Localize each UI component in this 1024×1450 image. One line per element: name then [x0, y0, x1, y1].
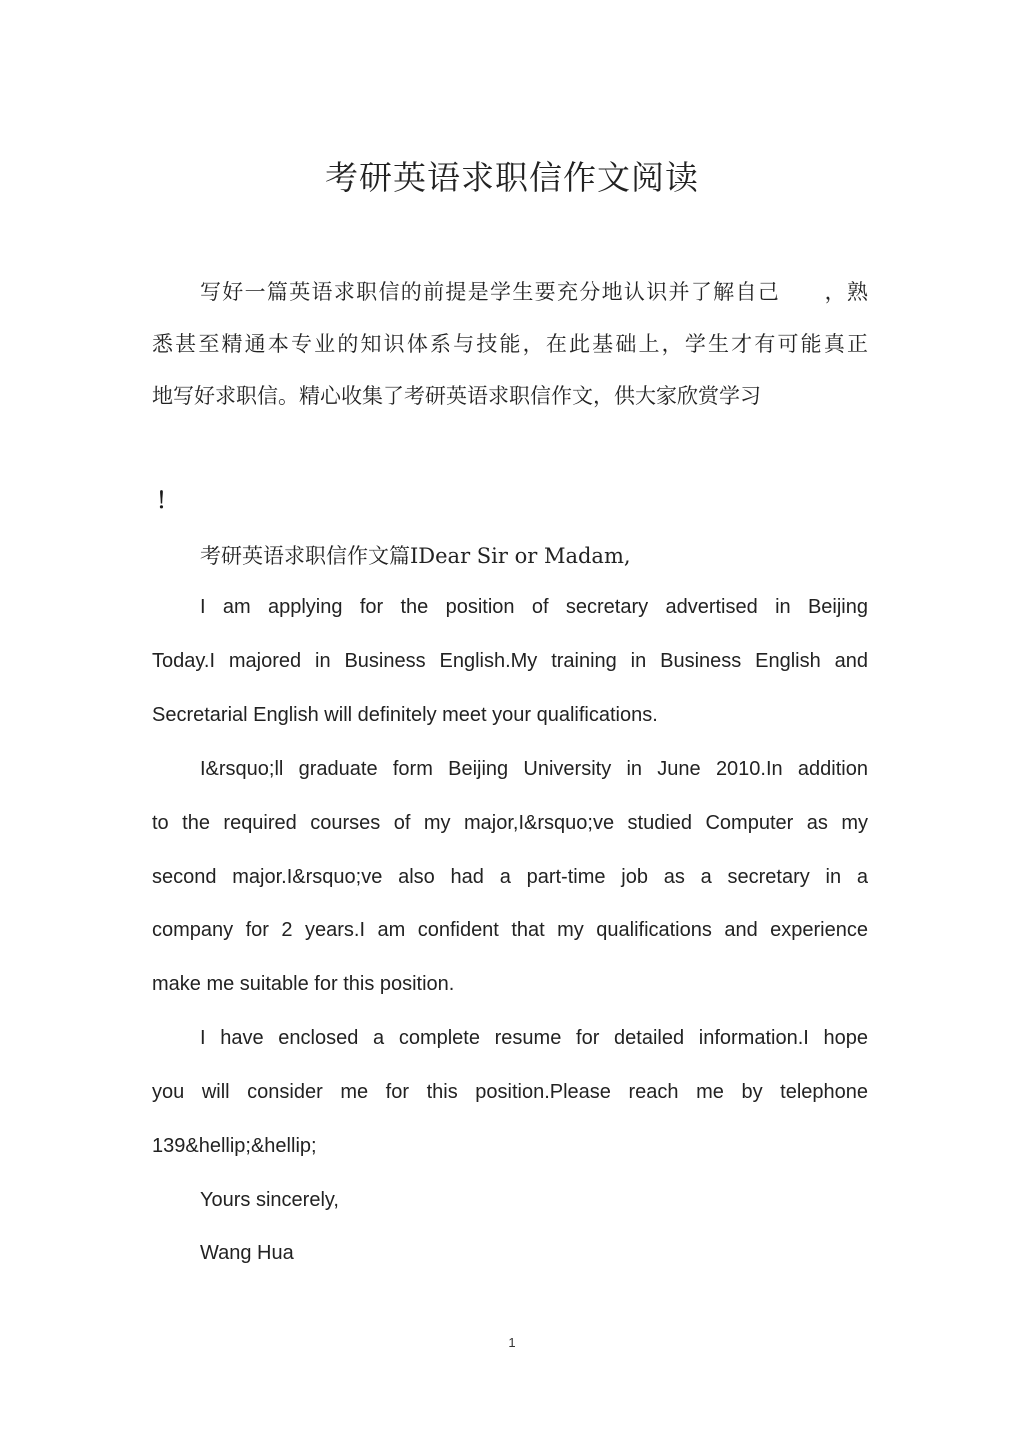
paragraph1-line-1: I am applying for the position of secretary advertised in Beijing: [200, 596, 868, 618]
paragraph1-line-2: Today.I majored in Business English.My training in Business English and: [152, 650, 868, 672]
paragraph2-line-1: I&rsquo;ll graduate form Beijing University in June 2010.In addition: [200, 758, 868, 780]
intro-line-1: 写好一篇英语求职信的前提是学生要充分地认识并了解自己 ，熟: [200, 280, 868, 304]
signature-line: Wang Hua: [200, 1242, 294, 1264]
exclamation-mark: ！: [156, 489, 179, 514]
paragraph3-line-1: I have enclosed a complete resume for detailed information.I hope: [200, 1027, 868, 1049]
intro-line-2: 悉甚至精通本专业的知识体系与技能，在此基础上，学生才有可能真正: [152, 332, 868, 356]
page-number: 1: [508, 1335, 516, 1350]
closing-line: Yours sincerely,: [200, 1189, 339, 1211]
paragraph2-line-4: company for 2 years.I am confident that my qualifications and experience: [152, 919, 868, 941]
paragraph2-line-2: to the required courses of my major,I&rsquo;ve studied Computer as my: [152, 812, 868, 834]
paragraph2-line-3: second major.I&rsquo;ve also had a part-time job as a secretary in a: [152, 866, 868, 888]
intro-line-3: 地写好求职信。精心收集了考研英语求职信作文，供大家欣赏学习: [152, 384, 761, 408]
page-title: 考研英语求职信作文阅读: [325, 158, 699, 197]
paragraph3-line-3: 139&hellip;&hellip;: [152, 1135, 317, 1157]
letter-heading: 考研英语求职信作文篇IDear Sir or Madam,: [200, 544, 631, 568]
paragraph3-line-2: you will consider me for this position.Please reach me by telephone: [152, 1081, 868, 1103]
paragraph2-line-5: make me suitable for this position.: [152, 973, 455, 995]
paragraph1-line-3: Secretarial English will definitely meet your qualifications.: [152, 704, 658, 726]
